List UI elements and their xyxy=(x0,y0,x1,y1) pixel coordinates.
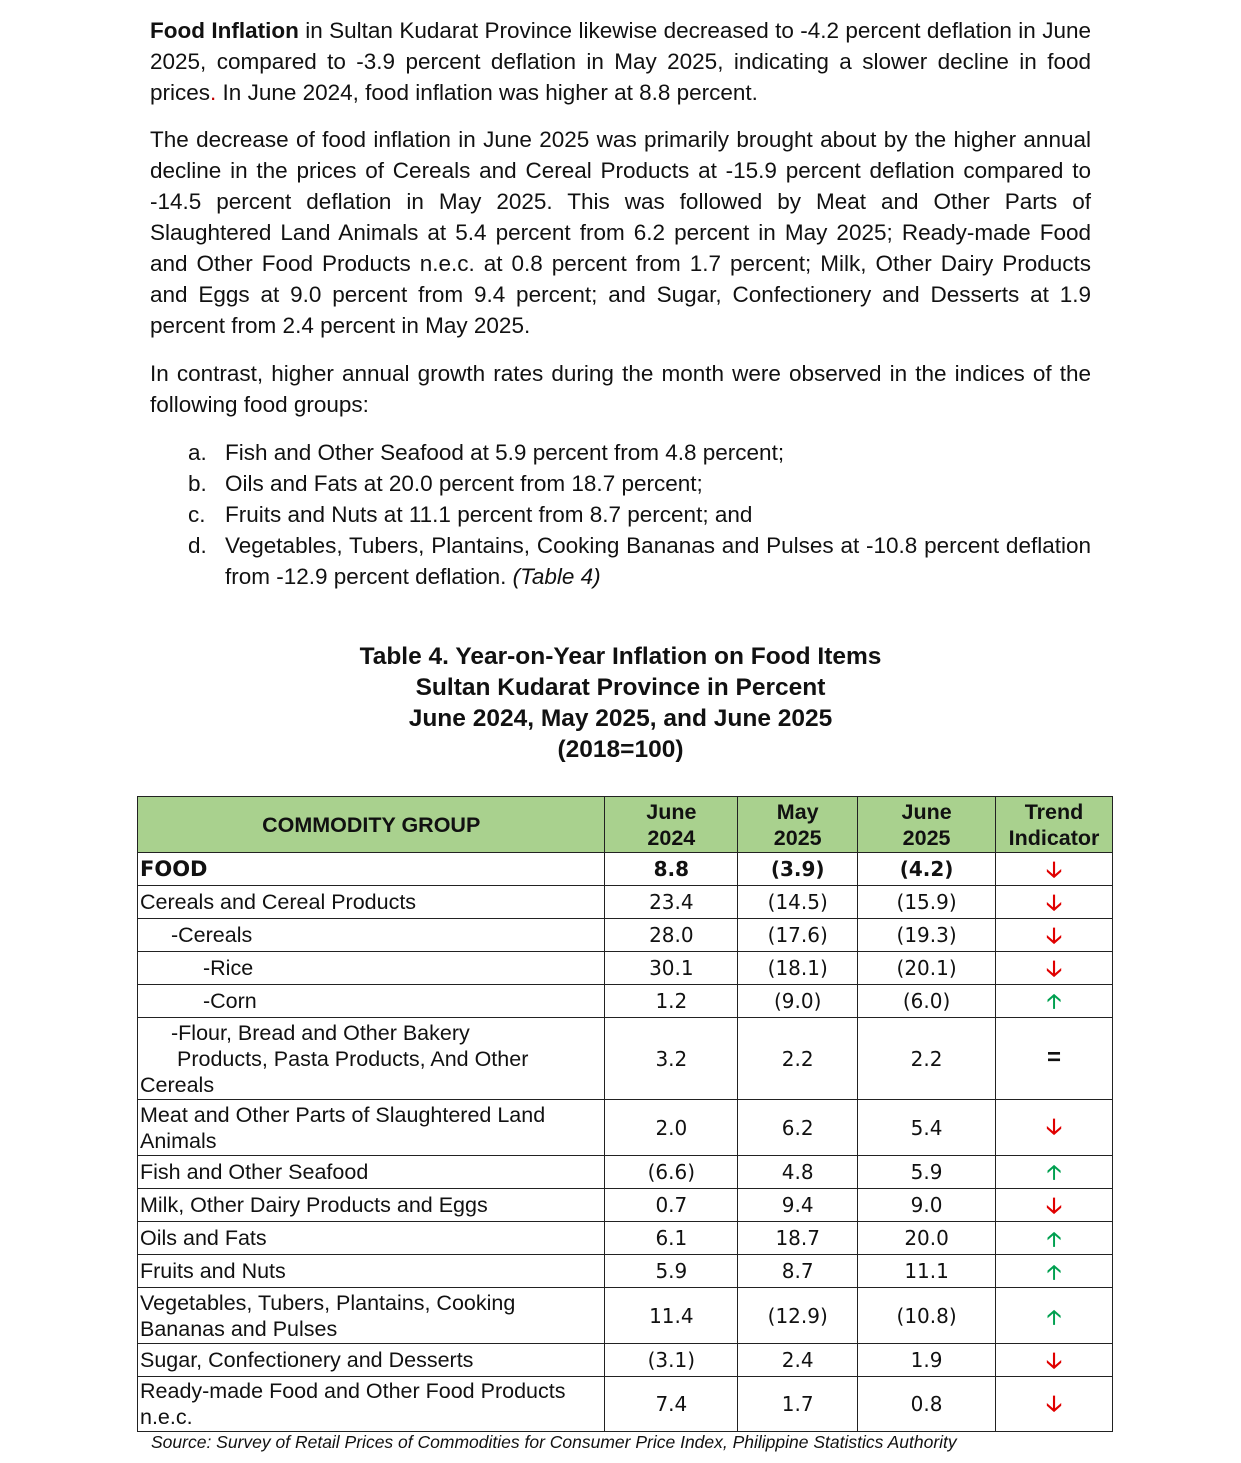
value-june-2025: 0.8 xyxy=(858,1377,996,1432)
value-may-2025: 9.4 xyxy=(738,1189,858,1222)
table-title xyxy=(150,641,1091,765)
value-june-2024: 23.4 xyxy=(605,886,738,919)
row-label: Milk, Other Dairy Products and Eggs xyxy=(138,1189,605,1222)
row-label: Fish and Other Seafood xyxy=(138,1156,605,1189)
trend-cell xyxy=(996,1288,1113,1344)
value-june-2024: 0.7 xyxy=(605,1189,738,1222)
value-may-2025: (3.9) xyxy=(738,853,858,886)
value-june-2024: 8.8 xyxy=(605,853,738,886)
value-may-2025: 2.4 xyxy=(738,1344,858,1377)
header-june-2025 xyxy=(858,797,996,853)
trend-cell xyxy=(996,919,1113,952)
table-row xyxy=(138,1100,1113,1156)
table-row xyxy=(138,886,1113,919)
value-june-2024: 3.2 xyxy=(605,1018,738,1100)
header-line: May xyxy=(776,799,819,824)
food-inflation-table xyxy=(137,796,1113,1432)
value-june-2024: 2.0 xyxy=(605,1100,738,1156)
table-row xyxy=(138,1377,1113,1432)
value-june-2025: (15.9) xyxy=(858,886,996,919)
arrow-down-icon: 🡣 xyxy=(1046,1114,1062,1139)
header-june-2024 xyxy=(605,797,738,853)
paragraph-text: in Sultan Kudarat Province likewise decreased to -4.2 percent deflation in June 2025, compared to -3.9 percent deflation in May 2025, indicating a slower decline in food prices xyxy=(150,18,1091,105)
row-label-line: Products, Pasta Products, And Other xyxy=(177,1046,529,1071)
value-may-2025: 1.7 xyxy=(738,1377,858,1432)
row-label-line: n.e.c. xyxy=(140,1405,193,1429)
trend-cell xyxy=(996,1018,1113,1100)
row-label: -Cereals xyxy=(138,919,605,952)
value-june-2025: 2.2 xyxy=(858,1018,996,1100)
table-row xyxy=(138,1156,1113,1189)
value-june-2025: (19.3) xyxy=(858,919,996,952)
list-marker: c. xyxy=(188,502,206,527)
list-text: Oils and Fats at 20.0 percent from 18.7 percent; xyxy=(225,471,703,496)
arrow-down-icon: 🡣 xyxy=(1046,857,1062,882)
header-line: June xyxy=(901,799,952,824)
list-marker: d. xyxy=(188,533,207,558)
paragraph-contrast: In contrast, higher annual growth rates during the month were observed in the indices of the following food groups: xyxy=(150,361,1091,417)
value-may-2025: (9.0) xyxy=(738,985,858,1018)
value-june-2025: 5.4 xyxy=(858,1100,996,1156)
value-june-2024: 28.0 xyxy=(605,919,738,952)
arrow-down-icon: 🡣 xyxy=(1046,1390,1062,1416)
header-may-2025 xyxy=(738,797,858,853)
arrow-down-icon: 🡣 xyxy=(1046,1348,1062,1373)
value-may-2025: 6.2 xyxy=(738,1100,858,1156)
value-june-2025: (20.1) xyxy=(858,952,996,985)
trend-cell xyxy=(996,1344,1113,1377)
row-label xyxy=(138,1377,605,1432)
trend-cell xyxy=(996,1222,1113,1255)
arrow-down-icon: 🡣 xyxy=(1046,956,1062,981)
trend-cell xyxy=(996,1377,1113,1432)
list-text: Fish and Other Seafood at 5.9 percent from 4.8 percent; xyxy=(225,440,785,465)
table-row xyxy=(138,853,1113,886)
table-row xyxy=(138,1255,1113,1288)
value-may-2025: (18.1) xyxy=(738,952,858,985)
header-line: 2025 xyxy=(773,825,822,850)
value-june-2024: 5.9 xyxy=(605,1255,738,1288)
equal-icon: = xyxy=(1047,1044,1062,1071)
trend-cell xyxy=(996,952,1113,985)
header-line: June xyxy=(646,799,697,824)
table-row xyxy=(138,952,1113,985)
list-item xyxy=(150,499,1091,530)
value-june-2025: 11.1 xyxy=(858,1255,996,1288)
value-june-2024: 30.1 xyxy=(605,952,738,985)
value-june-2024: 7.4 xyxy=(605,1377,738,1432)
value-june-2024: 6.1 xyxy=(605,1222,738,1255)
row-label: Oils and Fats xyxy=(138,1222,605,1255)
value-june-2025: (6.0) xyxy=(858,985,996,1018)
source-note: Source: Survey of Retail Prices of Commodities for Consumer Price Index, Philippine Statistics Authority xyxy=(151,1432,957,1452)
trend-cell xyxy=(996,1100,1113,1156)
value-may-2025: 2.2 xyxy=(738,1018,858,1100)
list-marker: b. xyxy=(188,471,207,496)
table-row xyxy=(138,1344,1113,1377)
list-item xyxy=(150,437,1091,468)
value-june-2024: (6.6) xyxy=(605,1156,738,1189)
row-label: Fruits and Nuts xyxy=(138,1255,605,1288)
value-may-2025: 18.7 xyxy=(738,1222,858,1255)
table-title-line: Table 4. Year-on-Year Inflation on Food Items xyxy=(359,643,882,670)
table-row xyxy=(138,1288,1113,1344)
value-june-2025: 9.0 xyxy=(858,1189,996,1222)
value-june-2025: 5.9 xyxy=(858,1156,996,1189)
table-header-row xyxy=(138,797,1113,853)
paragraph-decrease: The decrease of food inflation in June 2025 was primarily brought about by the higher annual decline in the prices of Cereals and Cereal Products at -15.9 percent deflation compared to -14.5 percent deflation in May 2025. This was followed by Meat and Other Parts of Slaughtered Land Animals at 5.4 percent from 6.2 percent in May 2025; Ready-made Food and Other Food Products n.e.c. at 0.8 percent from 1.7 percent; Milk, Other Dairy Products and Eggs at 9.0 percent from 9.4 percent; and Sugar, Confectionery and Desserts at 1.9 percent from 2.4 percent in May 2025. xyxy=(150,127,1091,338)
trend-cell xyxy=(996,853,1113,886)
header-line: 2025 xyxy=(902,825,951,850)
row-label xyxy=(138,1288,605,1344)
arrow-up-icon: 🡡 xyxy=(1046,1161,1062,1184)
arrow-down-icon: 🡣 xyxy=(1046,890,1062,915)
list-marker: a. xyxy=(188,440,207,465)
row-label-line: Animals xyxy=(140,1128,217,1153)
list-item xyxy=(150,468,1091,499)
arrow-up-icon: 🡡 xyxy=(1046,1262,1062,1284)
header-line: Trend xyxy=(1024,799,1084,824)
value-june-2024: 11.4 xyxy=(605,1288,738,1344)
trend-cell xyxy=(996,1156,1113,1189)
list-item xyxy=(150,530,1091,592)
value-may-2025: 8.7 xyxy=(738,1255,858,1288)
paragraph-text: In June 2024, food inflation was higher at 8.8 percent. xyxy=(216,80,758,105)
header-line: 2024 xyxy=(647,825,696,850)
list-text xyxy=(225,530,1091,592)
row-label xyxy=(138,1100,605,1156)
table-title-line: (2018=100) xyxy=(557,736,684,763)
row-label: Sugar, Confectionery and Desserts xyxy=(138,1344,605,1377)
table-title-line: June 2024, May 2025, and June 2025 xyxy=(408,705,833,732)
paragraph-lead-bold: Food Inflation xyxy=(150,18,299,43)
table-reference: (Table 4) xyxy=(512,564,601,589)
table-row xyxy=(138,1189,1113,1222)
value-may-2025: (12.9) xyxy=(738,1288,858,1344)
list-text: Fruits and Nuts at 11.1 percent from 8.7 percent; and xyxy=(225,502,753,527)
row-label xyxy=(138,1018,605,1100)
paragraph-food-inflation xyxy=(150,15,1091,108)
header-line: Indicator xyxy=(1008,825,1100,850)
row-label-line: Vegetables, Tubers, Plantains, Cooking xyxy=(140,1290,516,1315)
arrow-up-icon: 🡡 xyxy=(1046,990,1062,1013)
arrow-up-icon: 🡡 xyxy=(1046,1229,1062,1251)
table-row xyxy=(138,1222,1113,1255)
trend-cell xyxy=(996,886,1113,919)
header-trend-indicator xyxy=(996,797,1113,853)
table-row xyxy=(138,1018,1113,1100)
row-label-line: -Flour, Bread and Other Bakery xyxy=(171,1020,470,1045)
arrow-down-icon: 🡣 xyxy=(1046,1193,1062,1218)
trend-cell xyxy=(996,1189,1113,1222)
value-may-2025: (17.6) xyxy=(738,919,858,952)
table-row xyxy=(138,919,1113,952)
food-group-list xyxy=(150,437,1091,592)
paragraph-period: . xyxy=(210,80,217,105)
value-june-2025: (10.8) xyxy=(858,1288,996,1344)
arrow-down-icon: 🡣 xyxy=(1046,923,1062,948)
row-label: -Rice xyxy=(138,952,605,985)
list-text-main: Vegetables, Tubers, Plantains, Cooking Bananas and Pulses at -10.8 percent deflation from -12.9 percent deflation. xyxy=(225,533,1091,589)
value-june-2024: (3.1) xyxy=(605,1344,738,1377)
value-june-2025: (4.2) xyxy=(858,853,996,886)
value-june-2025: 20.0 xyxy=(858,1222,996,1255)
row-label-line: Cereals xyxy=(140,1072,215,1097)
value-june-2024: 1.2 xyxy=(605,985,738,1018)
row-label-line: Bananas and Pulses xyxy=(140,1316,338,1341)
value-may-2025: 4.8 xyxy=(738,1156,858,1189)
table-title-line: Sultan Kudarat Province in Percent xyxy=(415,674,826,701)
trend-cell xyxy=(996,1255,1113,1288)
trend-cell xyxy=(996,985,1113,1018)
row-label: -Corn xyxy=(138,985,605,1018)
table-row xyxy=(138,985,1113,1018)
row-label-line: Ready-made Food and Other Food Products xyxy=(140,1379,566,1403)
row-label: FOOD xyxy=(138,853,605,886)
value-june-2025: 1.9 xyxy=(858,1344,996,1377)
row-label-line: Meat and Other Parts of Slaughtered Land xyxy=(140,1102,546,1127)
header-commodity-group: COMMODITY GROUP xyxy=(138,797,605,853)
row-label: Cereals and Cereal Products xyxy=(138,886,605,919)
arrow-up-icon: 🡡 xyxy=(1046,1306,1062,1329)
value-may-2025: (14.5) xyxy=(738,886,858,919)
